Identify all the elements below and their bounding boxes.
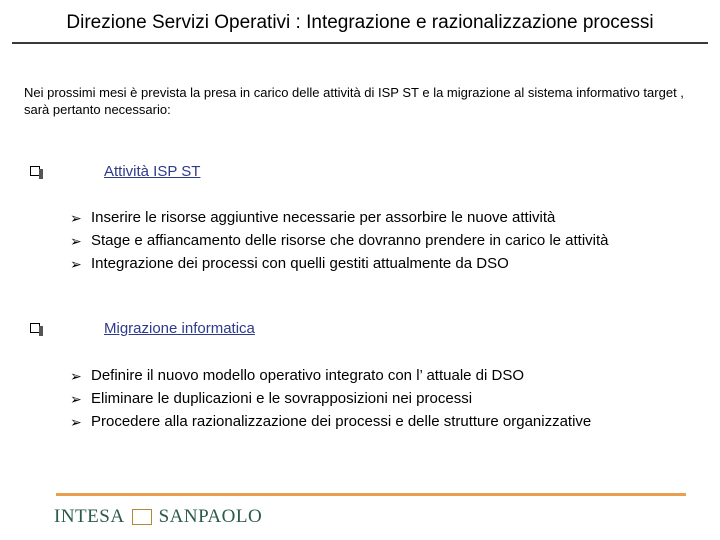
section-title: Migrazione informatica (104, 320, 255, 337)
arrow-bullet-icon: ➢ (70, 368, 82, 384)
arrow-bullet-icon: ➢ (70, 414, 82, 430)
list-item: ➢ Eliminare le duplicazioni e le sovrapposizioni nei processi (70, 390, 473, 407)
checkbox-bullet-icon (30, 166, 40, 176)
list-item: ➢ Integrazione dei processi con quelli gestiti attualmente da DSO (70, 255, 509, 272)
checkbox-bullet-icon (30, 323, 40, 333)
arrow-bullet-icon: ➢ (70, 391, 82, 407)
arrow-bullet-icon: ➢ (70, 256, 82, 272)
bullet-list-attivita (70, 208, 670, 277)
list-item: ➢ Procedere alla razionalizzazione dei processi e delle strutture organizzative (70, 413, 592, 430)
section-heading-attivita (30, 163, 430, 183)
section-title: Attività ISP ST (104, 163, 201, 180)
page-title: Direzione Servizi Operativi : Integrazione e razionalizzazione processi (66, 12, 654, 33)
list-item: ➢ Definire il nuovo modello operativo integrato con l’ attuale di DSO (70, 367, 525, 384)
company-logo (54, 505, 262, 529)
title-divider (12, 42, 708, 44)
arrow-bullet-icon: ➢ (70, 210, 82, 226)
section-heading-migrazione (30, 320, 430, 340)
logo-text-right: SANPAOLO (158, 506, 263, 527)
list-item: ➢ Inserire le risorse aggiuntive necessarie per assorbire le nuove attività (70, 209, 556, 226)
footer-divider (56, 493, 686, 496)
list-item: ➢ Stage e affiancamento delle risorse che dovranno prendere in carico le attività (70, 232, 609, 249)
arrow-bullet-icon: ➢ (70, 233, 82, 249)
logo-text-left: INTESA (54, 506, 125, 527)
bullet-list-migrazione (70, 366, 670, 435)
intesa-sanpaolo-emblem-icon (132, 509, 152, 525)
intro-paragraph: Nei prossimi mesi è prevista la presa in carico delle attività di ISP ST e la migrazione al sistema informativo target , sarà pertanto necessario: (24, 85, 684, 117)
